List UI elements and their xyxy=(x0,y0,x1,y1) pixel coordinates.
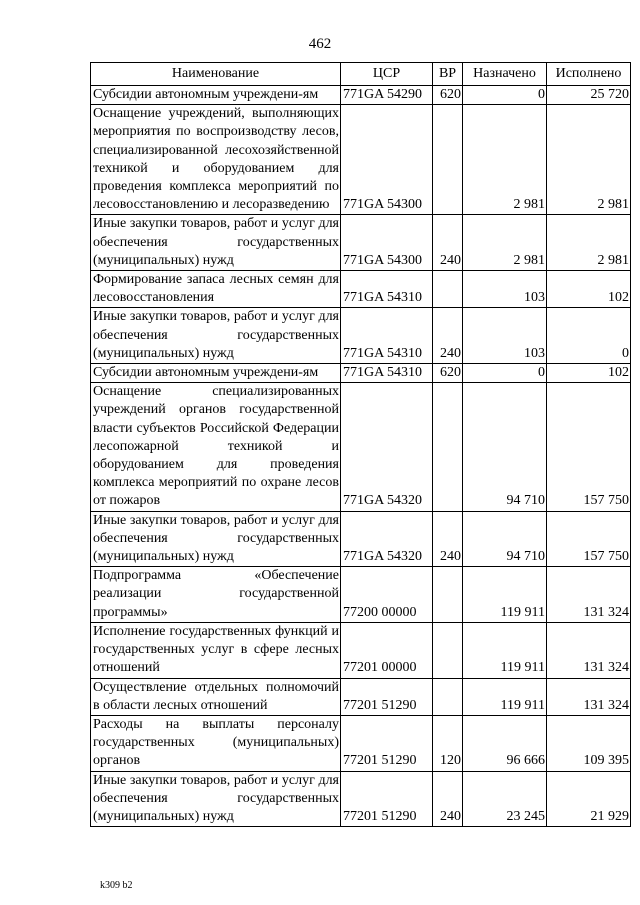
cell-name: Оснащение специализированных учреждений органов государственной власти субъектов Российской Федерации лесопожарной техникой и оборудованием для проведения комплекса мероприятий по охране лесов от пожаров xyxy=(91,383,341,511)
cell-executed: 157 750 xyxy=(547,383,631,511)
cell-executed: 2 981 xyxy=(547,105,631,215)
cell-executed: 109 395 xyxy=(547,715,631,771)
table-row xyxy=(91,364,631,383)
cell-planned: 119 911 xyxy=(463,567,547,623)
cell-csr: 77201 51290 xyxy=(341,771,433,827)
cell-csr: 771GA 54320 xyxy=(341,383,433,511)
cell-planned: 103 xyxy=(463,271,547,308)
cell-name: Исполнение государственных функций и государственных услуг в сфере лесных отношений xyxy=(91,622,341,678)
cell-name: Оснащение учреждений, выполняющих мероприятия по воспроизводству лесов, специализированной лесохозяйственной техникой и оборудованием для проведения комплекса мероприятий по лесовосстановлению и лесоразведению xyxy=(91,105,341,215)
cell-vr xyxy=(433,271,463,308)
cell-vr xyxy=(433,622,463,678)
cell-csr: 77200 00000 xyxy=(341,567,433,623)
cell-csr: 771GA 54310 xyxy=(341,271,433,308)
cell-executed: 0 xyxy=(547,308,631,364)
cell-name: Осуществление отдельных полномочий в области лесных отношений xyxy=(91,678,341,715)
table-row xyxy=(91,308,631,364)
cell-executed: 131 324 xyxy=(547,567,631,623)
cell-planned: 103 xyxy=(463,308,547,364)
cell-csr: 77201 51290 xyxy=(341,678,433,715)
cell-csr: 771GA 54310 xyxy=(341,364,433,383)
table-row xyxy=(91,383,631,511)
cell-name: Расходы на выплаты персоналу государственных (муниципальных) органов xyxy=(91,715,341,771)
cell-vr: 620 xyxy=(433,86,463,105)
cell-executed: 21 929 xyxy=(547,771,631,827)
cell-executed: 131 324 xyxy=(547,678,631,715)
header-row xyxy=(91,63,631,86)
cell-executed: 2 981 xyxy=(547,215,631,271)
page-number: 462 xyxy=(308,36,332,52)
cell-planned: 119 911 xyxy=(463,622,547,678)
cell-name: Иные закупки товаров, работ и услуг для обеспечения государственных (муниципальных) нужд xyxy=(91,308,341,364)
cell-planned: 2 981 xyxy=(463,105,547,215)
table-row xyxy=(91,567,631,623)
cell-name: Субсидии автономным учреждени-ям xyxy=(91,364,341,383)
table-row xyxy=(91,678,631,715)
cell-name: Иные закупки товаров, работ и услуг для обеспечения государственных (муниципальных) нужд xyxy=(91,215,341,271)
cell-csr: 771GA 54310 xyxy=(341,308,433,364)
cell-csr: 77201 51290 xyxy=(341,715,433,771)
cell-name: Субсидии автономным учреждени-ям xyxy=(91,86,341,105)
cell-csr: 771GA 54300 xyxy=(341,215,433,271)
cell-planned: 94 710 xyxy=(463,383,547,511)
cell-csr: 771GA 54290 xyxy=(341,86,433,105)
cell-csr: 771GA 54300 xyxy=(341,105,433,215)
cell-executed: 102 xyxy=(547,271,631,308)
cell-name: Иные закупки товаров, работ и услуг для обеспечения государственных (муниципальных) нужд xyxy=(91,771,341,827)
cell-vr: 240 xyxy=(433,308,463,364)
cell-vr: 120 xyxy=(433,715,463,771)
table-row xyxy=(91,105,631,215)
table-row xyxy=(91,715,631,771)
table-row xyxy=(91,271,631,308)
header-csr: ЦСР xyxy=(341,63,433,86)
cell-vr: 240 xyxy=(433,511,463,567)
cell-planned: 23 245 xyxy=(463,771,547,827)
cell-planned: 0 xyxy=(463,86,547,105)
header-planned: Назначено xyxy=(463,63,547,86)
table-row xyxy=(91,215,631,271)
table-row xyxy=(91,86,631,105)
table-row xyxy=(91,771,631,827)
footer-code: k309 b2 xyxy=(100,880,133,891)
cell-planned: 2 981 xyxy=(463,215,547,271)
cell-executed: 131 324 xyxy=(547,622,631,678)
cell-planned: 0 xyxy=(463,364,547,383)
table-row xyxy=(91,511,631,567)
header-executed: Исполнено xyxy=(547,63,631,86)
cell-vr xyxy=(433,383,463,511)
cell-executed: 157 750 xyxy=(547,511,631,567)
cell-planned: 96 666 xyxy=(463,715,547,771)
cell-csr: 771GA 54320 xyxy=(341,511,433,567)
header-vr: ВР xyxy=(433,63,463,86)
cell-name: Формирование запаса лесных семян для лесовосстановления xyxy=(91,271,341,308)
cell-vr: 240 xyxy=(433,771,463,827)
cell-executed: 25 720 xyxy=(547,86,631,105)
cell-vr xyxy=(433,567,463,623)
cell-name: Подпрограмма «Обеспечение реализации государственной программы» xyxy=(91,567,341,623)
cell-vr: 240 xyxy=(433,215,463,271)
cell-vr xyxy=(433,105,463,215)
cell-executed: 102 xyxy=(547,364,631,383)
budget-table xyxy=(90,62,631,827)
table-row xyxy=(91,622,631,678)
cell-planned: 119 911 xyxy=(463,678,547,715)
header-name: Наименование xyxy=(91,63,341,86)
cell-vr xyxy=(433,678,463,715)
cell-planned: 94 710 xyxy=(463,511,547,567)
cell-name: Иные закупки товаров, работ и услуг для обеспечения государственных (муниципальных) нужд xyxy=(91,511,341,567)
cell-csr: 77201 00000 xyxy=(341,622,433,678)
cell-vr: 620 xyxy=(433,364,463,383)
